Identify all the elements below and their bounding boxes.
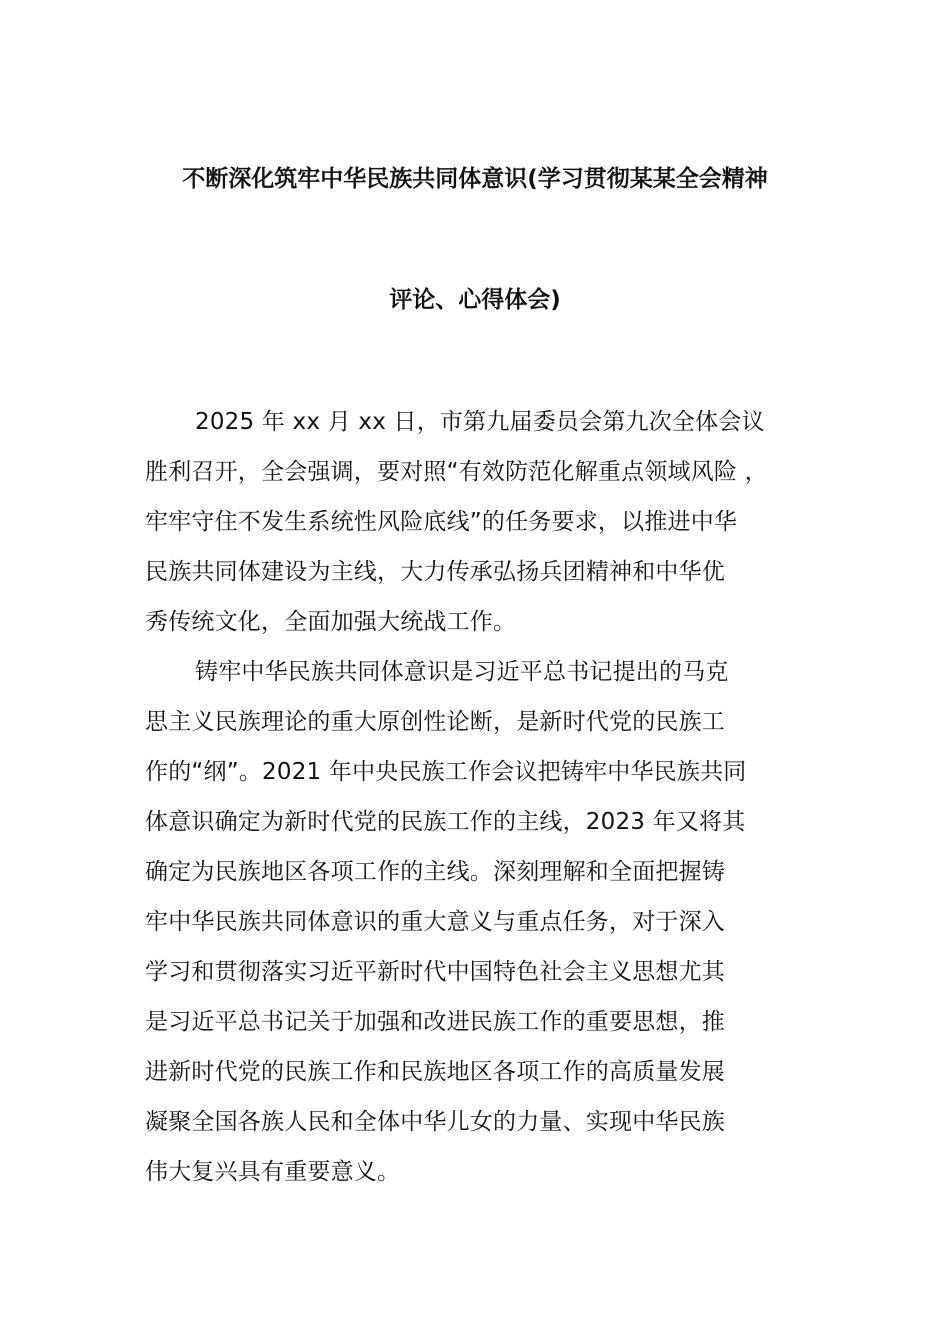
paragraph-1-line-5: 秀传统文化，全面加强大统战工作。 xyxy=(145,609,517,635)
document-title-line-2: 评论、心得体会) xyxy=(389,287,561,313)
paragraph-2-line-6: 牢中华民族共同体意识的重大意义与重点任务，对于深入 xyxy=(145,909,725,935)
paragraph-1-line-2: 胜利召开，全会强调，要对照“有效防范化解重点领域风险 ， xyxy=(145,459,768,485)
paragraph-1-line-4: 民族共同体建设为主线，大力传承弘扬兵团精神和中华优 xyxy=(145,559,725,585)
paragraph-2-line-11: 伟大复兴具有重要意义。 xyxy=(145,1159,401,1185)
paragraph-2-line-4: 体意识确定为新时代党的民族工作的主线，2023 年又将其 xyxy=(145,809,746,835)
paragraph-2-line-7: 学习和贯彻落实习近平新时代中国特色社会主义思想尤其 xyxy=(145,959,725,985)
paragraph-2-line-5: 确定为民族地区各项工作的主线。深刻理解和全面把握铸 xyxy=(145,859,725,885)
paragraph-2-line-10: 凝聚全国各族人民和全体中华儿女的力量、实现中华民族 xyxy=(145,1109,725,1135)
paragraph-2-line-1: 铸牢中华民族共同体意识是习近平总书记提出的马克 xyxy=(195,659,729,685)
paragraph-2-line-8: 是习近平总书记关于加强和改进民族工作的重要思想，推 xyxy=(145,1009,725,1035)
paragraph-1-line-3: 牢牢守住不发生系统性风险底线”的任务要求，以推进中华 xyxy=(145,509,738,535)
paragraph-2-line-2: 思主义民族理论的重大原创性论断，是新时代党的民族工 xyxy=(145,709,725,735)
document-title-line-1: 不断深化筑牢中华民族共同体意识(学习贯彻某某全会精神 xyxy=(182,166,768,192)
paragraph-1-line-1: 2025 年 xx 月 xx 日，市第九届委员会第九次全体会议 xyxy=(195,409,765,435)
paragraph-2-line-3: 作的“纲”。2021 年中央民族工作会议把铸牢中华民族共同 xyxy=(145,759,747,785)
paragraph-2-line-9: 进新时代党的民族工作和民族地区各项工作的高质量发展 xyxy=(145,1059,725,1085)
